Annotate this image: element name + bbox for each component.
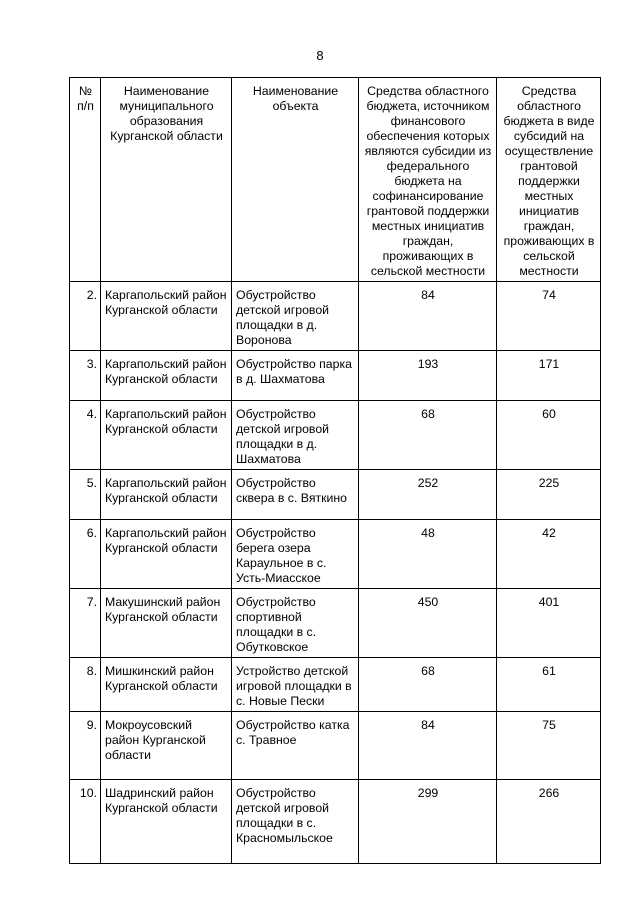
table-header-row <box>70 78 601 282</box>
row-number: 3. <box>70 351 101 401</box>
header-municipality: Наименование муниципального образования Курганской области <box>101 78 232 282</box>
row-municipality: Каргапольский район Курганской области <box>101 401 232 470</box>
row-federal-funds: 84 <box>359 282 497 351</box>
row-object: Обустройство берега озера Караульное в с. Усть-Миасское <box>232 520 359 589</box>
row-regional-funds: 74 <box>497 282 601 351</box>
header-object: Наименование объекта <box>232 78 359 282</box>
header-federal-funds: Средства областного бюджета, источником финансового обеспечения которых являются субсидии из федерального бюджета на софинансирование грантовой поддержки местных инициатив граждан, проживающих в сельской местности <box>359 78 497 282</box>
row-number: 6. <box>70 520 101 589</box>
page-number: 8 <box>316 48 324 63</box>
row-municipality: Каргапольский район Курганской области <box>101 470 232 520</box>
row-object: Устройство детской игровой площадки в с. Новые Пески <box>232 658 359 712</box>
row-object: Обустройство детской игровой площадки в д. Шахматова <box>232 401 359 470</box>
row-regional-funds: 225 <box>497 470 601 520</box>
row-federal-funds: 68 <box>359 658 497 712</box>
table-row <box>70 780 601 864</box>
row-regional-funds: 75 <box>497 712 601 780</box>
table-row <box>70 351 601 401</box>
row-number: 4. <box>70 401 101 470</box>
row-municipality: Мокроусовский район Курганской области <box>101 712 232 780</box>
row-object: Обустройство спортивной площадки в с. Обутковское <box>232 589 359 658</box>
subsidy-table <box>69 77 601 864</box>
row-number: 8. <box>70 658 101 712</box>
header-number: № п/п <box>70 78 101 282</box>
row-municipality: Каргапольский район Курганской области <box>101 351 232 401</box>
row-municipality: Шадринский район Курганской области <box>101 780 232 864</box>
table-row <box>70 658 601 712</box>
table-row <box>70 401 601 470</box>
row-number: 2. <box>70 282 101 351</box>
row-object: Обустройство детской игровой площадки в д. Воронова <box>232 282 359 351</box>
row-number: 9. <box>70 712 101 780</box>
row-municipality: Мишкинский район Курганской области <box>101 658 232 712</box>
row-number: 10. <box>70 780 101 864</box>
row-federal-funds: 450 <box>359 589 497 658</box>
row-federal-funds: 48 <box>359 520 497 589</box>
row-municipality: Каргапольский район Курганской области <box>101 282 232 351</box>
table-row <box>70 282 601 351</box>
row-municipality: Макушинский район Курганской области <box>101 589 232 658</box>
row-federal-funds: 193 <box>359 351 497 401</box>
row-object: Обустройство детской игровой площадки в с. Красномыльское <box>232 780 359 864</box>
row-regional-funds: 266 <box>497 780 601 864</box>
row-number: 7. <box>70 589 101 658</box>
row-federal-funds: 84 <box>359 712 497 780</box>
row-object: Обустройство парка в д. Шахматова <box>232 351 359 401</box>
row-number: 5. <box>70 470 101 520</box>
header-regional-funds: Средства областного бюджета в виде субсидий на осуществление грантовой поддержки местных инициатив граждан, проживающих в сельской местности <box>497 78 601 282</box>
row-federal-funds: 299 <box>359 780 497 864</box>
row-regional-funds: 42 <box>497 520 601 589</box>
row-federal-funds: 252 <box>359 470 497 520</box>
row-regional-funds: 401 <box>497 589 601 658</box>
table-row <box>70 589 601 658</box>
table-row <box>70 470 601 520</box>
row-regional-funds: 61 <box>497 658 601 712</box>
row-object: Обустройство катка с. Травное <box>232 712 359 780</box>
row-object: Обустройство сквера в с. Вяткино <box>232 470 359 520</box>
table-row <box>70 712 601 780</box>
row-regional-funds: 171 <box>497 351 601 401</box>
row-federal-funds: 68 <box>359 401 497 470</box>
row-municipality: Каргапольский район Курганской области <box>101 520 232 589</box>
table-row <box>70 520 601 589</box>
row-regional-funds: 60 <box>497 401 601 470</box>
